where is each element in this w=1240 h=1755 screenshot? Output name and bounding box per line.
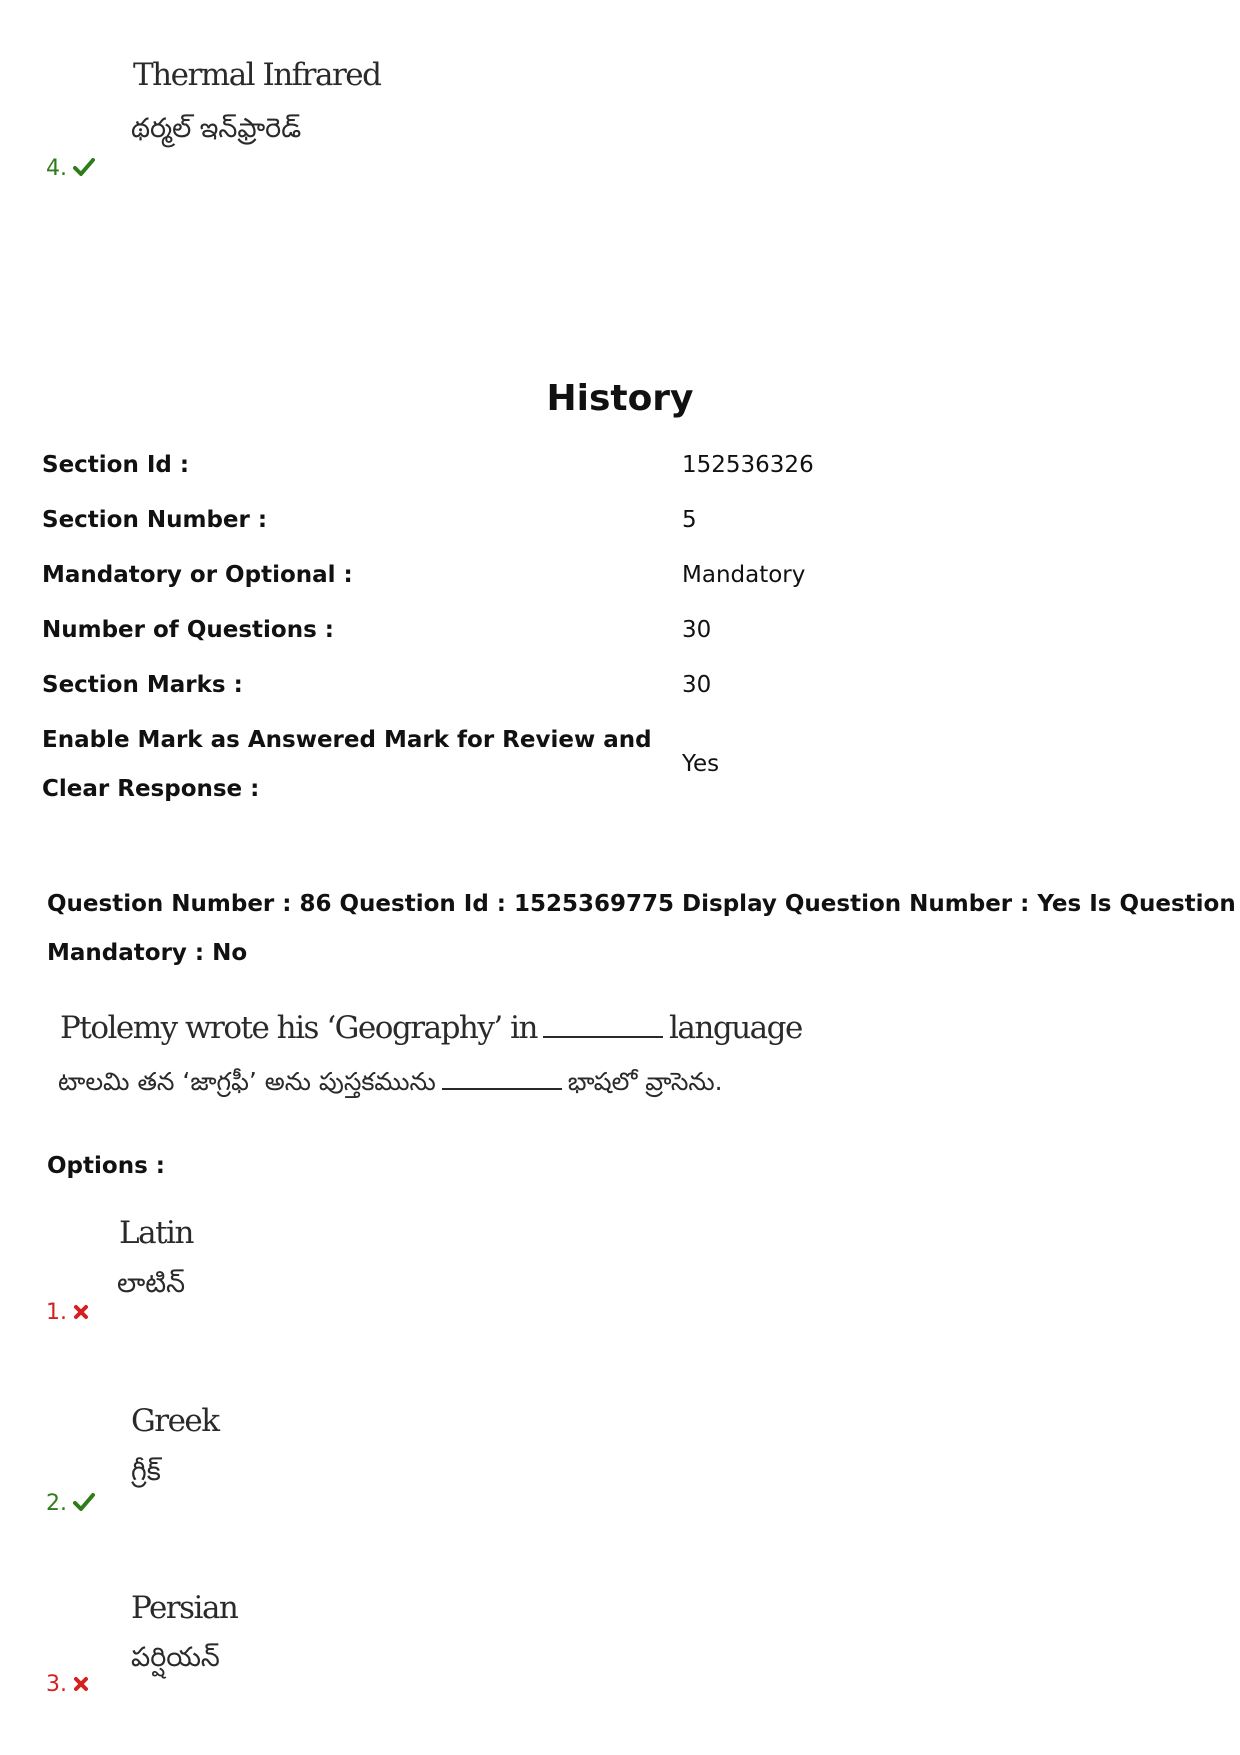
mandatory-optional-value: Mandatory (682, 562, 806, 588)
option-4-marker (46, 156, 95, 182)
section-number-value: 5 (682, 507, 697, 533)
option-1-number: 1. (46, 1300, 67, 1325)
question-text-en-before: Ptolemy wrote his ‘Geography’ in (60, 1010, 538, 1046)
option-3-marker (46, 1672, 89, 1698)
option-1-marker (46, 1300, 89, 1326)
section-number-label: Section Number : (42, 507, 268, 533)
option-1-text-en: Latin (119, 1215, 193, 1251)
check-icon (73, 157, 95, 182)
question-text-te (58, 1067, 723, 1103)
option-1-text-te: లాటిన్ (117, 1268, 186, 1299)
question-header-line1: Question Number : 86 Question Id : 1525369775 Display Question Number : Yes Is Question (47, 891, 1236, 917)
number-of-questions-label: Number of Questions : (42, 617, 334, 643)
option-4-number: 4. (46, 156, 67, 181)
options-label: Options : (47, 1153, 165, 1179)
question-header-line2: Mandatory : No (47, 940, 248, 966)
enable-mark-label-line1: Enable Mark as Answered Mark for Review and (42, 727, 652, 753)
answer-blank (543, 1036, 663, 1038)
section-marks-value: 30 (682, 672, 712, 698)
mandatory-optional-label: Mandatory or Optional : (42, 562, 353, 588)
option-2-number: 2. (46, 1491, 67, 1516)
section-title: History (546, 378, 694, 419)
section-marks-label: Section Marks : (42, 672, 243, 698)
option-3-text-te: పర్షియన్ (131, 1642, 220, 1673)
cross-icon (73, 1673, 89, 1698)
option-3-number: 3. (46, 1672, 67, 1697)
option-4-text-te: థర్మల్ ఇన్‌ఫ్రారెడ్ (131, 113, 302, 144)
section-id-value: 152536326 (682, 452, 814, 478)
answer-blank-te (442, 1088, 562, 1090)
option-3-text-en: Persian (131, 1590, 238, 1626)
section-id-label: Section Id : (42, 452, 190, 478)
option-2-marker (46, 1491, 95, 1517)
question-text-te-before: టాలమి తన ‘జాగ్రఫీ’ అను పుస్తకమును (58, 1067, 436, 1096)
cross-icon (73, 1301, 89, 1326)
option-2-text-te: గ్రీక్ (131, 1456, 161, 1487)
question-text-te-after: భాషలో వ్రాసెను. (567, 1067, 723, 1096)
enable-mark-value: Yes (682, 751, 720, 777)
question-text-en-after: language (669, 1010, 802, 1046)
option-4-text-en: Thermal Infrared (133, 57, 381, 93)
option-2-text-en: Greek (131, 1403, 219, 1439)
number-of-questions-value: 30 (682, 617, 712, 643)
enable-mark-label-line2: Clear Response : (42, 776, 260, 802)
check-icon (73, 1492, 95, 1517)
question-text-en (60, 1010, 802, 1046)
